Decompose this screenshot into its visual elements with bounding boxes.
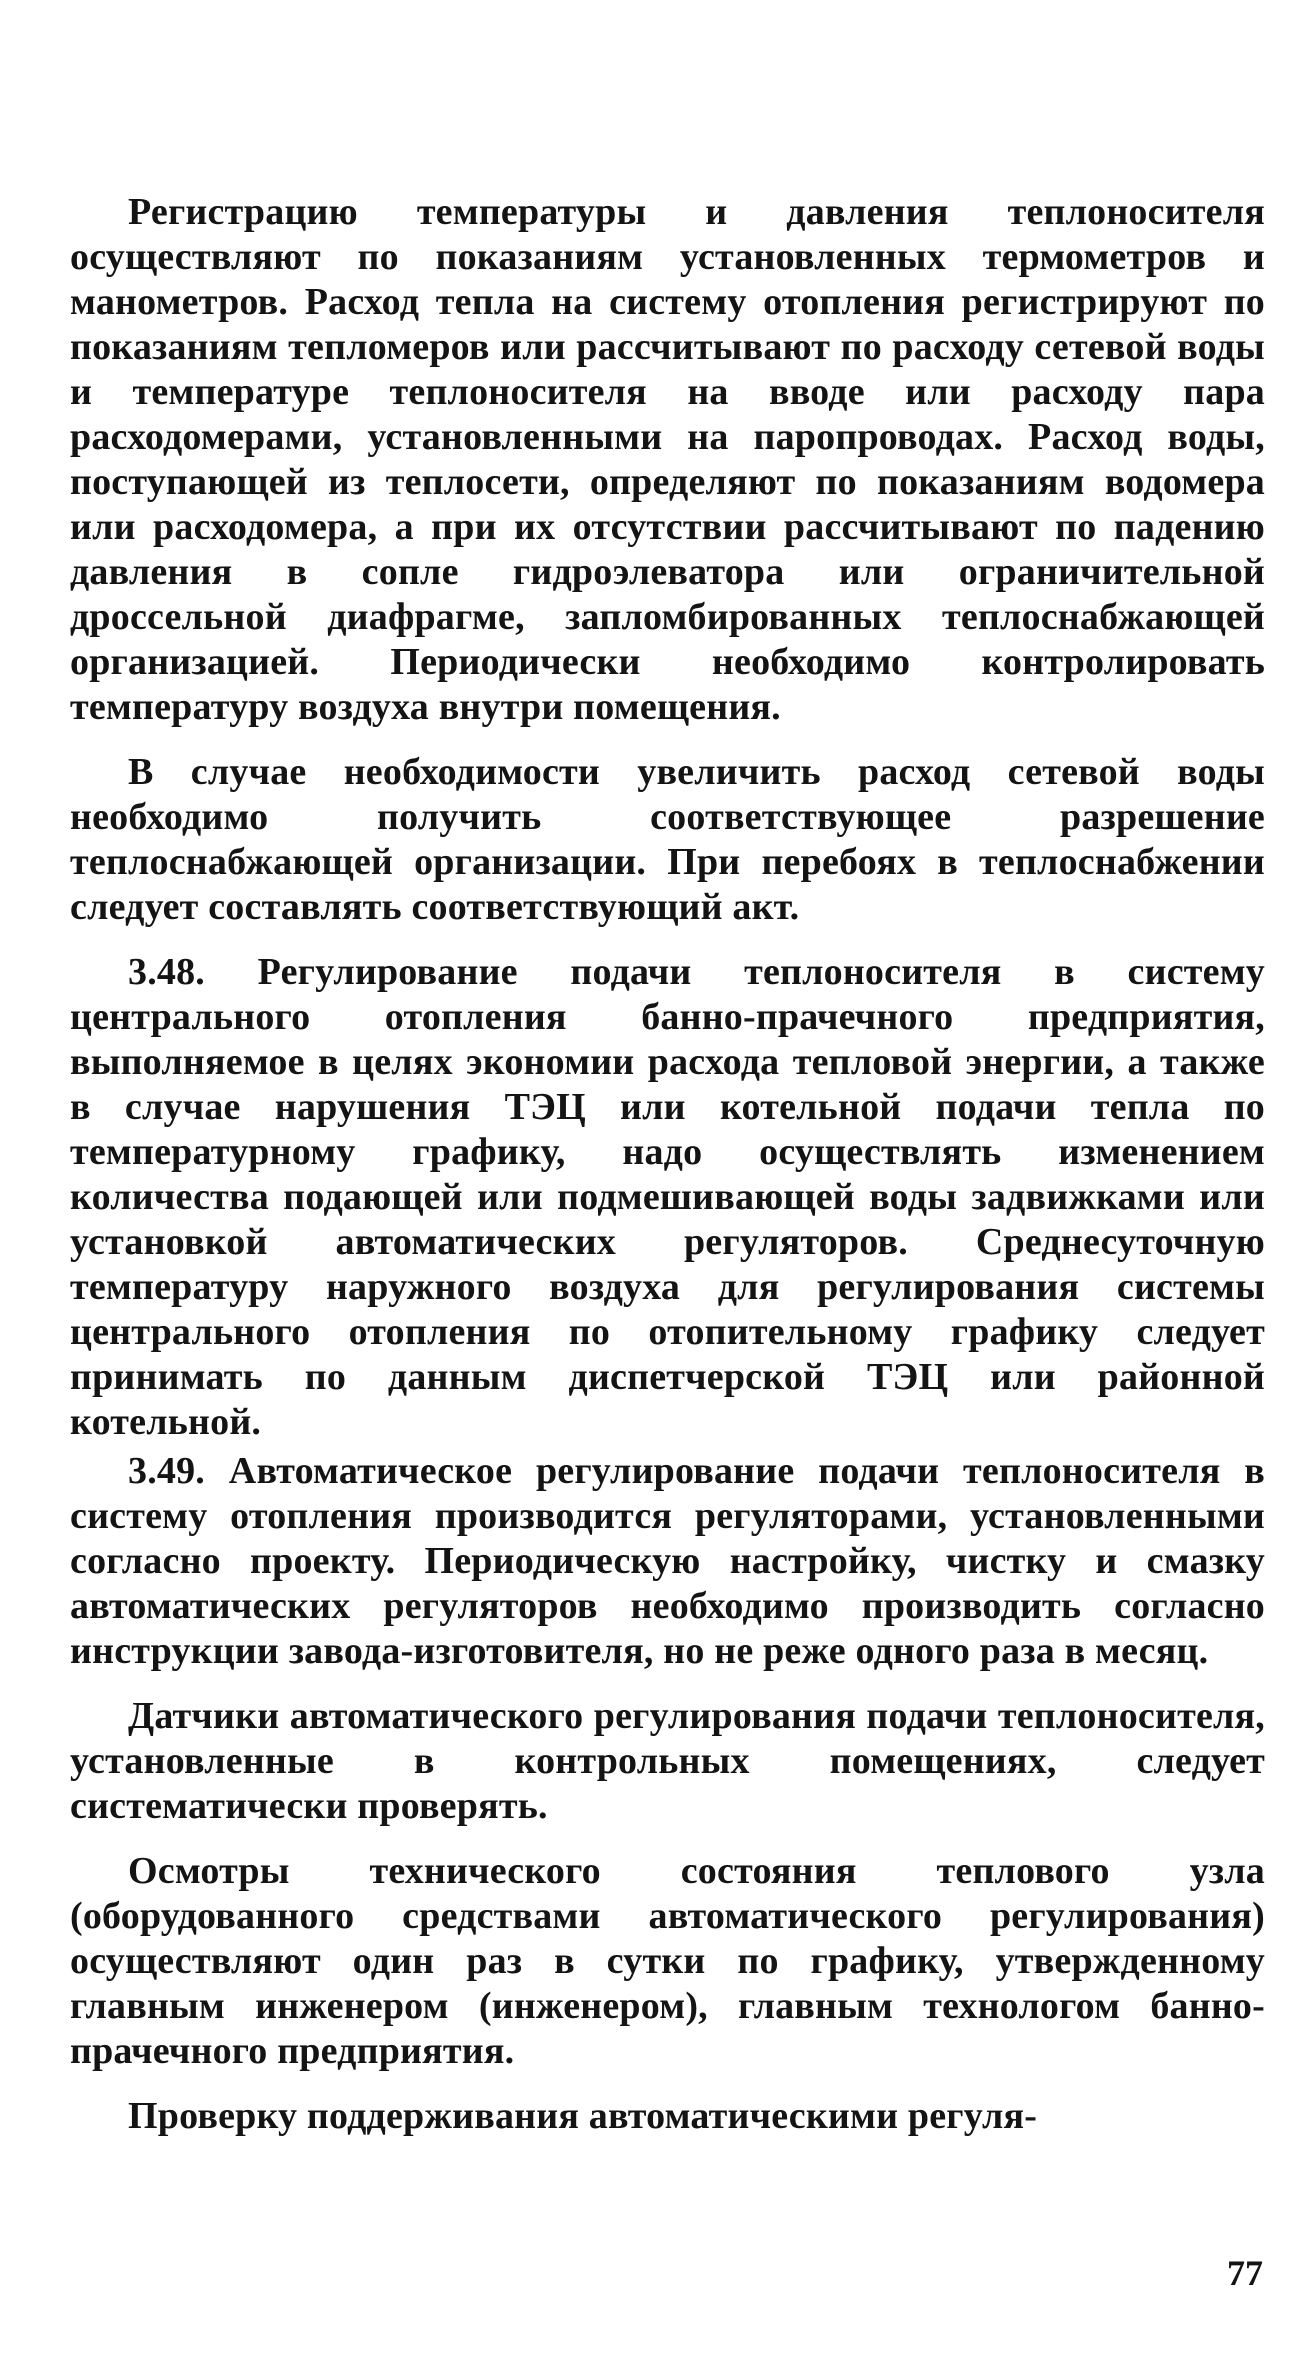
- paragraph-inspections: Осмотры технического состояния теплового узла (оборудованного средствами автоматического регулирования) осуществляют один раз в сутки по графику, утвержденному главным инженером (инженером), главным технологом банно-прачечного предприятия.: [70, 1850, 1265, 2072]
- paragraph-section-3-49: 3.49. Автоматическое регулирование подачи теплоносителя в систему отопления производится регуляторами, установленными согласно проекту. Периодическую настройку, чистку и смазку автоматических регуляторов необходимо производить согласно инструкции завода-изготовителя, но не реже одного раза в месяц.: [70, 1450, 1265, 1672]
- paragraph-section-3-48: 3.48. Регулирование подачи теплоносителя в систему центрального отопления банно-прачечного предприятия, выполняемое в целях экономии расхода тепловой энергии, а также в случае нарушения ТЭЦ или котельной подачи тепла по температурному графику, надо осуществлять изменением количества подающей или подмешивающей воды задвижками или установкой автоматических регуляторов. Среднесуточную температуру наружного воздуха для регулирования системы центрального отопления по отопительному графику следует принимать по данным диспетчерской ТЭЦ или районной котельной.: [70, 951, 1265, 1443]
- paragraph-network-water: В случае необходимости увеличить расход сетевой воды необходимо получить соответствующее разрешение теплоснабжающей организации. При перебоях в теплоснабжении следует составлять соответствующий акт.: [70, 751, 1265, 928]
- page-number: 77: [1227, 2253, 1263, 2293]
- paragraph-sensors: Датчики автоматического регулирования подачи теплоносителя, установленные в контрольных помещениях, следует систематически проверять.: [70, 1695, 1265, 1827]
- paragraph-verification: Проверку поддерживания автоматическими регуля-: [128, 2095, 1038, 2137]
- document-page: [70, 190, 1265, 2310]
- paragraph-registration: Регистрацию температуры и давления теплоносителя осуществляют по показаниям установленных термометров и манометров. Расход тепла на систему отопления регистрируют по показаниям тепломеров или рассчитывают по расходу сетевой воды и температуре теплоносителя на вводе или расходу пара расходомерами, установленными на паропроводах. Расход воды, поступающей из теплосети, определяют по показаниям водомера или расходомера, а при их отсутствии рассчитывают по падению давления в сопле гидроэлеватора или ограничительной дроссельной диафрагме, запломбированных теплоснабжающей организацией. Периодически необходимо контролировать температуру воздуха внутри помещения.: [70, 191, 1265, 728]
